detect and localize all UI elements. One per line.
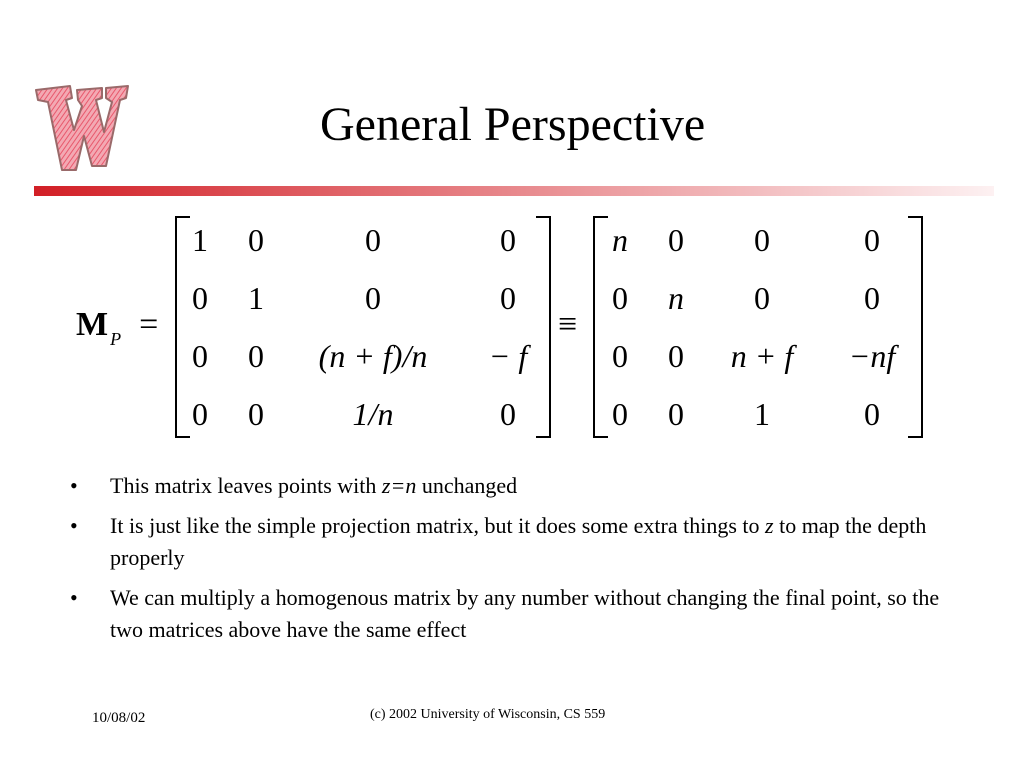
- m1-cell-r3c3: (n + f)/n: [318, 338, 428, 374]
- bullet-item: [70, 582, 970, 646]
- m2-cell-r3c3: n + f: [730, 338, 794, 374]
- m2-cell-r2c3: 0: [754, 280, 770, 316]
- m1-cell-r1c4: 0: [500, 222, 516, 258]
- m2-cell-r1c4: 0: [864, 222, 880, 258]
- m1-cell-r3c2: 0: [248, 338, 264, 374]
- m2-cell-r3c2: 0: [668, 338, 684, 374]
- bullet-list: [70, 470, 970, 654]
- footer-copyright: (c) 2002 University of Wisconsin, CS 559: [370, 707, 606, 722]
- equivalence-sign: ≡: [558, 306, 578, 343]
- equals-sign: =: [139, 306, 159, 343]
- bullet-item: [70, 510, 970, 574]
- bullet-dot: •: [70, 473, 78, 498]
- bullet-text: It is just like the simple projection matrix, but it does some extra things to: [110, 513, 766, 538]
- bullet-dot: •: [70, 585, 78, 610]
- m2-cell-r4c4: 0: [864, 396, 880, 432]
- bullet-text: unchanged: [416, 473, 518, 498]
- bullet-text: We can multiply a homogenous matrix by any number without changing the final point, so the two matrices above have the same effect: [110, 585, 940, 642]
- m1-cell-r4c1: 0: [192, 396, 208, 432]
- matrix-symbol: M: [76, 306, 109, 343]
- matrix2-right-bracket: [904, 215, 926, 440]
- m2-cell-r3c1: 0: [612, 338, 628, 374]
- m2-cell-r3c4: −nf: [848, 338, 896, 374]
- m2-cell-r4c2: 0: [668, 396, 684, 432]
- m1-cell-r3c1: 0: [192, 338, 208, 374]
- bullet-item: [70, 470, 970, 502]
- matrix1-left-bracket: [172, 215, 194, 440]
- m1-cell-r1c2: 0: [248, 222, 264, 258]
- m2-cell-r1c2: 0: [668, 222, 684, 258]
- m1-cell-r2c1: 0: [192, 280, 208, 316]
- bullet-dot: •: [70, 513, 78, 538]
- m2-cell-r2c1: 0: [612, 280, 628, 316]
- m1-cell-r4c4: 0: [500, 396, 516, 432]
- m2-cell-r4c1: 0: [612, 396, 628, 432]
- m1-cell-r2c2: 1: [248, 280, 264, 316]
- m2-cell-r1c3: 0: [754, 222, 770, 258]
- m2-cell-r2c4: 0: [864, 280, 880, 316]
- bullet-text: to map the depth properly: [110, 513, 927, 570]
- slide-title: General Perspective: [320, 98, 706, 151]
- m2-cell-r2c2: n: [668, 280, 684, 316]
- wisconsin-w-logo-icon: [30, 78, 130, 178]
- bullet-text: This matrix leaves points with: [110, 473, 382, 498]
- m2-cell-r4c3: 1: [754, 396, 770, 432]
- m1-cell-r1c3: 0: [365, 222, 381, 258]
- footer-date: 10/08/02: [92, 710, 146, 726]
- m1-cell-r3c4: − f: [488, 338, 528, 374]
- matrix1-right-bracket: [532, 215, 554, 440]
- m1-cell-r2c3: 0: [365, 280, 381, 316]
- title-divider: [34, 186, 994, 196]
- matrix2-left-bracket: [590, 215, 612, 440]
- m1-cell-r1c1: 1: [192, 222, 208, 258]
- bullet-math: z: [765, 513, 774, 538]
- m1-cell-r4c2: 0: [248, 396, 264, 432]
- matrix-label: [76, 305, 158, 349]
- matrix-subscript: P: [110, 329, 122, 349]
- m1-cell-r4c3: 1/n: [352, 396, 394, 432]
- bullet-math: z=n: [381, 473, 417, 498]
- m1-cell-r2c4: 0: [500, 280, 516, 316]
- m2-cell-r1c1: n: [612, 222, 628, 258]
